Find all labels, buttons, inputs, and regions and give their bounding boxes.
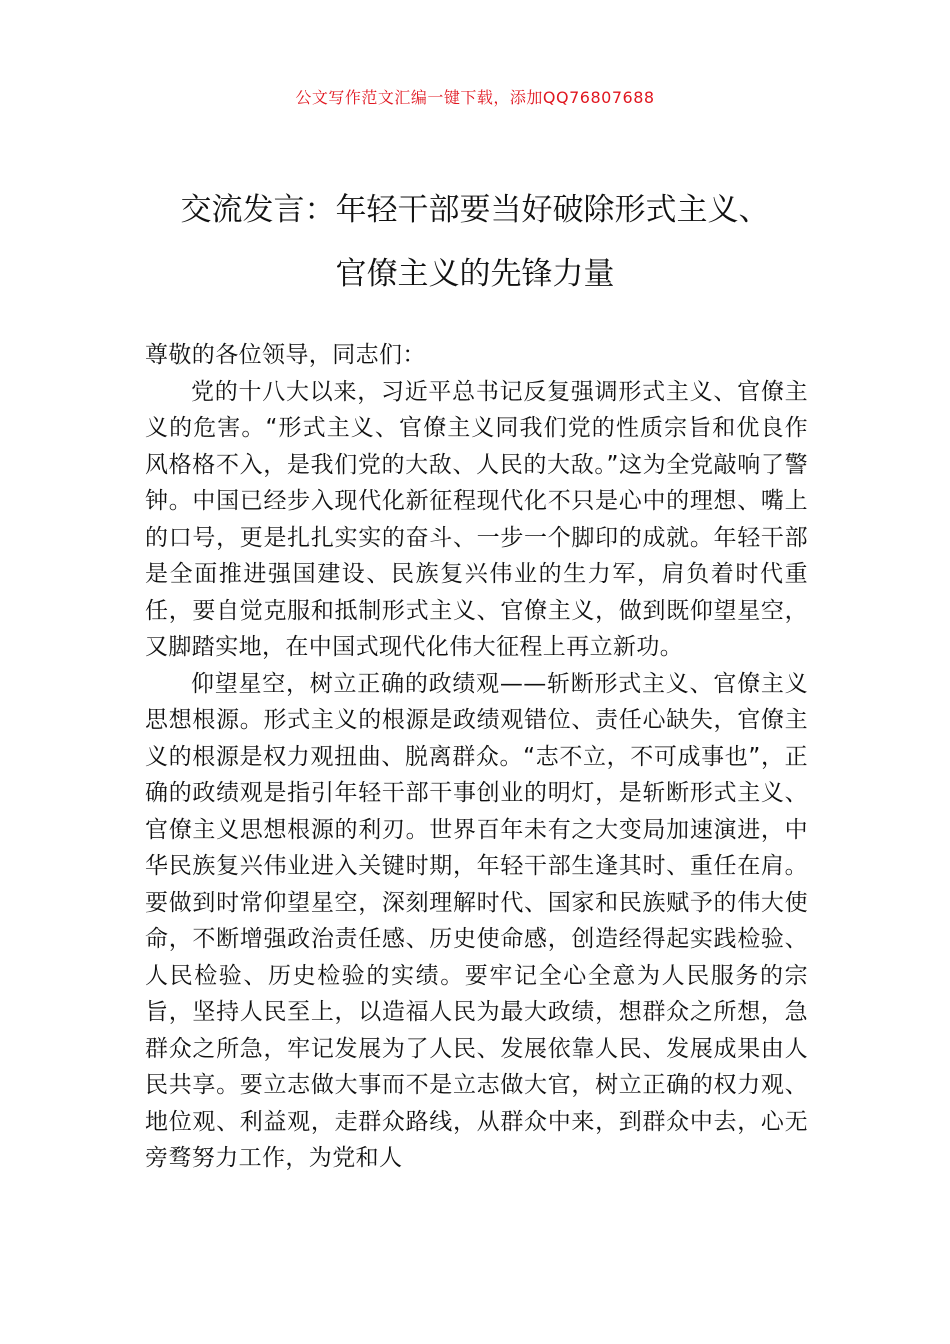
title-line-1: 交流发言：年轻干部要当好破除形式主义、 — [180, 192, 770, 228]
paragraph-2: 仰望星空，树立正确的政绩观——斩断形式主义、官僚主义思想根源。形式主义的根源是政绩观错位、责任心缺失，官僚主义的根源是权力观扭曲、脱离群众。“志不立，不可成事也”，正确的政绩观是指引年轻干部干事创业的明灯，是斩断形式主义、官僚主义思想根源的利刃。世界百年未有之大变局加速演进，中华民族复兴伟业进入关键时期，年轻干部生逢其时、重任在肩。要做到时常仰望星空，深刻理解时代、国家和民族赋予的伟大使命，不断增强政治责任感、历史使命感，创造经得起实践检验、人民检验、历史检验的实绩。要牢记全心全意为人民服务的宗旨，坚持人民至上，以造福人民为最大政绩，想群众之所想，急群众之所急，牢记发展为了人民、发展依靠人民、发展成果由人民共享。要立志做大事而不是立志做大官，树立正确的权力观、地位观、利益观，走群众路线，从群众中来，到群众中去，心无旁骛努力工作，为党和人 — [145, 670, 808, 1171]
page-title — [60, 178, 890, 306]
title-line-2: 官僚主义的先锋力量 — [335, 256, 615, 292]
download-banner: 公文写作范文汇编一键下载，添加QQ76807688 — [295, 88, 655, 107]
paragraph-1: 党的十八大以来，习近平总书记反复强调形式主义、官僚主义的危害。“形式主义、官僚主义同我们党的性质宗旨和优良作风格格不入，是我们党的大敌、人民的大敌。”这为全党敲响了警钟。中国已经步入现代化新征程现代化不只是心中的理想、嘴上的口号，更是扎扎实实的奋斗、一步一个脚印的成就。年轻干部是全面推进强国建设、民族复兴伟业的生力军，肩负着时代重任，要自觉克服和抵制形式主义、官僚主义，做到既仰望星空，又脚踏实地，在中国式现代化伟大征程上再立新功。 — [145, 378, 808, 660]
document-body — [145, 337, 808, 1177]
salutation: 尊敬的各位领导，同志们： — [145, 342, 426, 368]
